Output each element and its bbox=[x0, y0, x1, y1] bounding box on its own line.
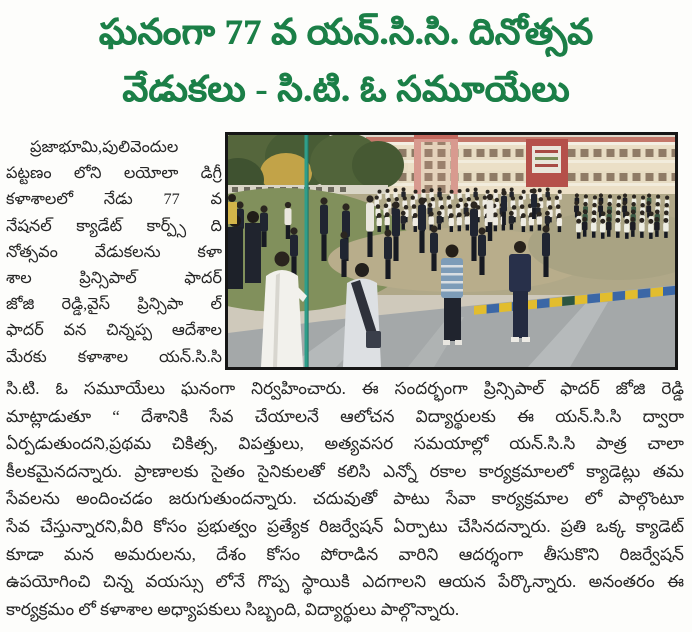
striped-shirt-figure bbox=[441, 245, 463, 346]
body-line: ప్రజాభూమి,పులివెందుల bbox=[30, 138, 179, 156]
body-line: ఉపయోగించి చిన్న వయస్సు లోనే గొప్ప స్థాయికి ఎదగాలని ఆయన పేర్కొన్నారు. అనంతరం ఈ bbox=[6, 572, 684, 592]
body-line: ఏర్పడుతుందని,ప్రథమ చికిత్స, విపత్తులు, అత్యవసర సమయాల్లో యన్.సి.సి పాత్ర చాలా bbox=[6, 434, 684, 454]
body-line: శాల ప్రిన్సిపాల్ ఫాదర్ bbox=[6, 269, 222, 288]
photo-illustration bbox=[225, 132, 678, 370]
article-body bbox=[0, 132, 692, 623]
flagpole bbox=[305, 135, 309, 367]
building-banner bbox=[526, 139, 568, 187]
body-full-width bbox=[6, 375, 684, 623]
body-left-column bbox=[6, 132, 222, 370]
body-line: కార్యక్రమం లో కళాశాల అధ్యాపకులు సిబ్బంది, విద్యార్థులు పాల్గొన్నారు. bbox=[6, 599, 460, 619]
news-photo bbox=[225, 132, 678, 370]
body-line: మాట్లాడుతూ “ దేశానికి సేవ చేయాలనే ఆలోచన విద్యార్థులకు ఈ యన్.సి.సి ద్వారా bbox=[6, 406, 684, 426]
body-line: సి.టి. ఓ సమూయేలు ఘనంగా నిర్వహించారు. ఈ సందర్భంగా ప్రిన్సిపాల్ ఫాదర్ జోజి రెడ్డి bbox=[6, 379, 684, 398]
body-line: కీలకమైనదన్నారు. ప్రాణాలకు సైతం సైనికులతో కలిసి ఎన్నో రకాల కార్యక్రమాలలో క్యాడెట్లు తమ bbox=[6, 461, 684, 481]
body-line: ఫాదర్ వన చిన్నప్ప ఆదేశాల bbox=[6, 321, 222, 340]
body-line: కూడా మన అమరులను, దేశం కోసం పోరాడిన వారిని ఆదర్శంగా తీసుకొని రిజర్వేషన్ bbox=[6, 544, 684, 564]
body-line: నోత్సవం వేడుకలను కళా bbox=[6, 242, 222, 261]
news-photo-frame bbox=[225, 132, 678, 370]
body-line: సేవ చేస్తున్నారని,వీరి కోసం ప్రభుత్వం ప్రత్యేక రిజర్వేషన్ ఏర్పాటు చేసినదన్నారు. ప్రతి ఒక్క క్యాడెట్ bbox=[6, 516, 684, 536]
headline-line-1: ఘనంగా 77 వ యన్.సి.సి. దినోత్సవ bbox=[98, 12, 594, 52]
body-line: నేషనల్ క్యాడేట్ కార్ప్స్ ది bbox=[6, 216, 222, 235]
body-line: పట్టణం లోని లయోలా డిగ్రీ bbox=[6, 164, 222, 183]
article-headline bbox=[0, 0, 692, 118]
body-line: కళాశాలలో నేడు 77 వ bbox=[6, 190, 222, 209]
body-line: సేవలను అందించడం జరుగుతుందన్నారు. చదువుతో పాటు సేవా కార్యక్రమాల లో పాల్గొంటూ bbox=[6, 489, 684, 509]
body-line: జోజి రెడ్డి,వైస్ ప్రిన్సిపా ల్ bbox=[6, 295, 222, 314]
headline-line-2: వేడుకలు - సి.టి. ఓ సమూయేలు bbox=[122, 69, 570, 109]
body-line: మేరకు కళాశాల యన్.సి.సి bbox=[6, 347, 222, 366]
